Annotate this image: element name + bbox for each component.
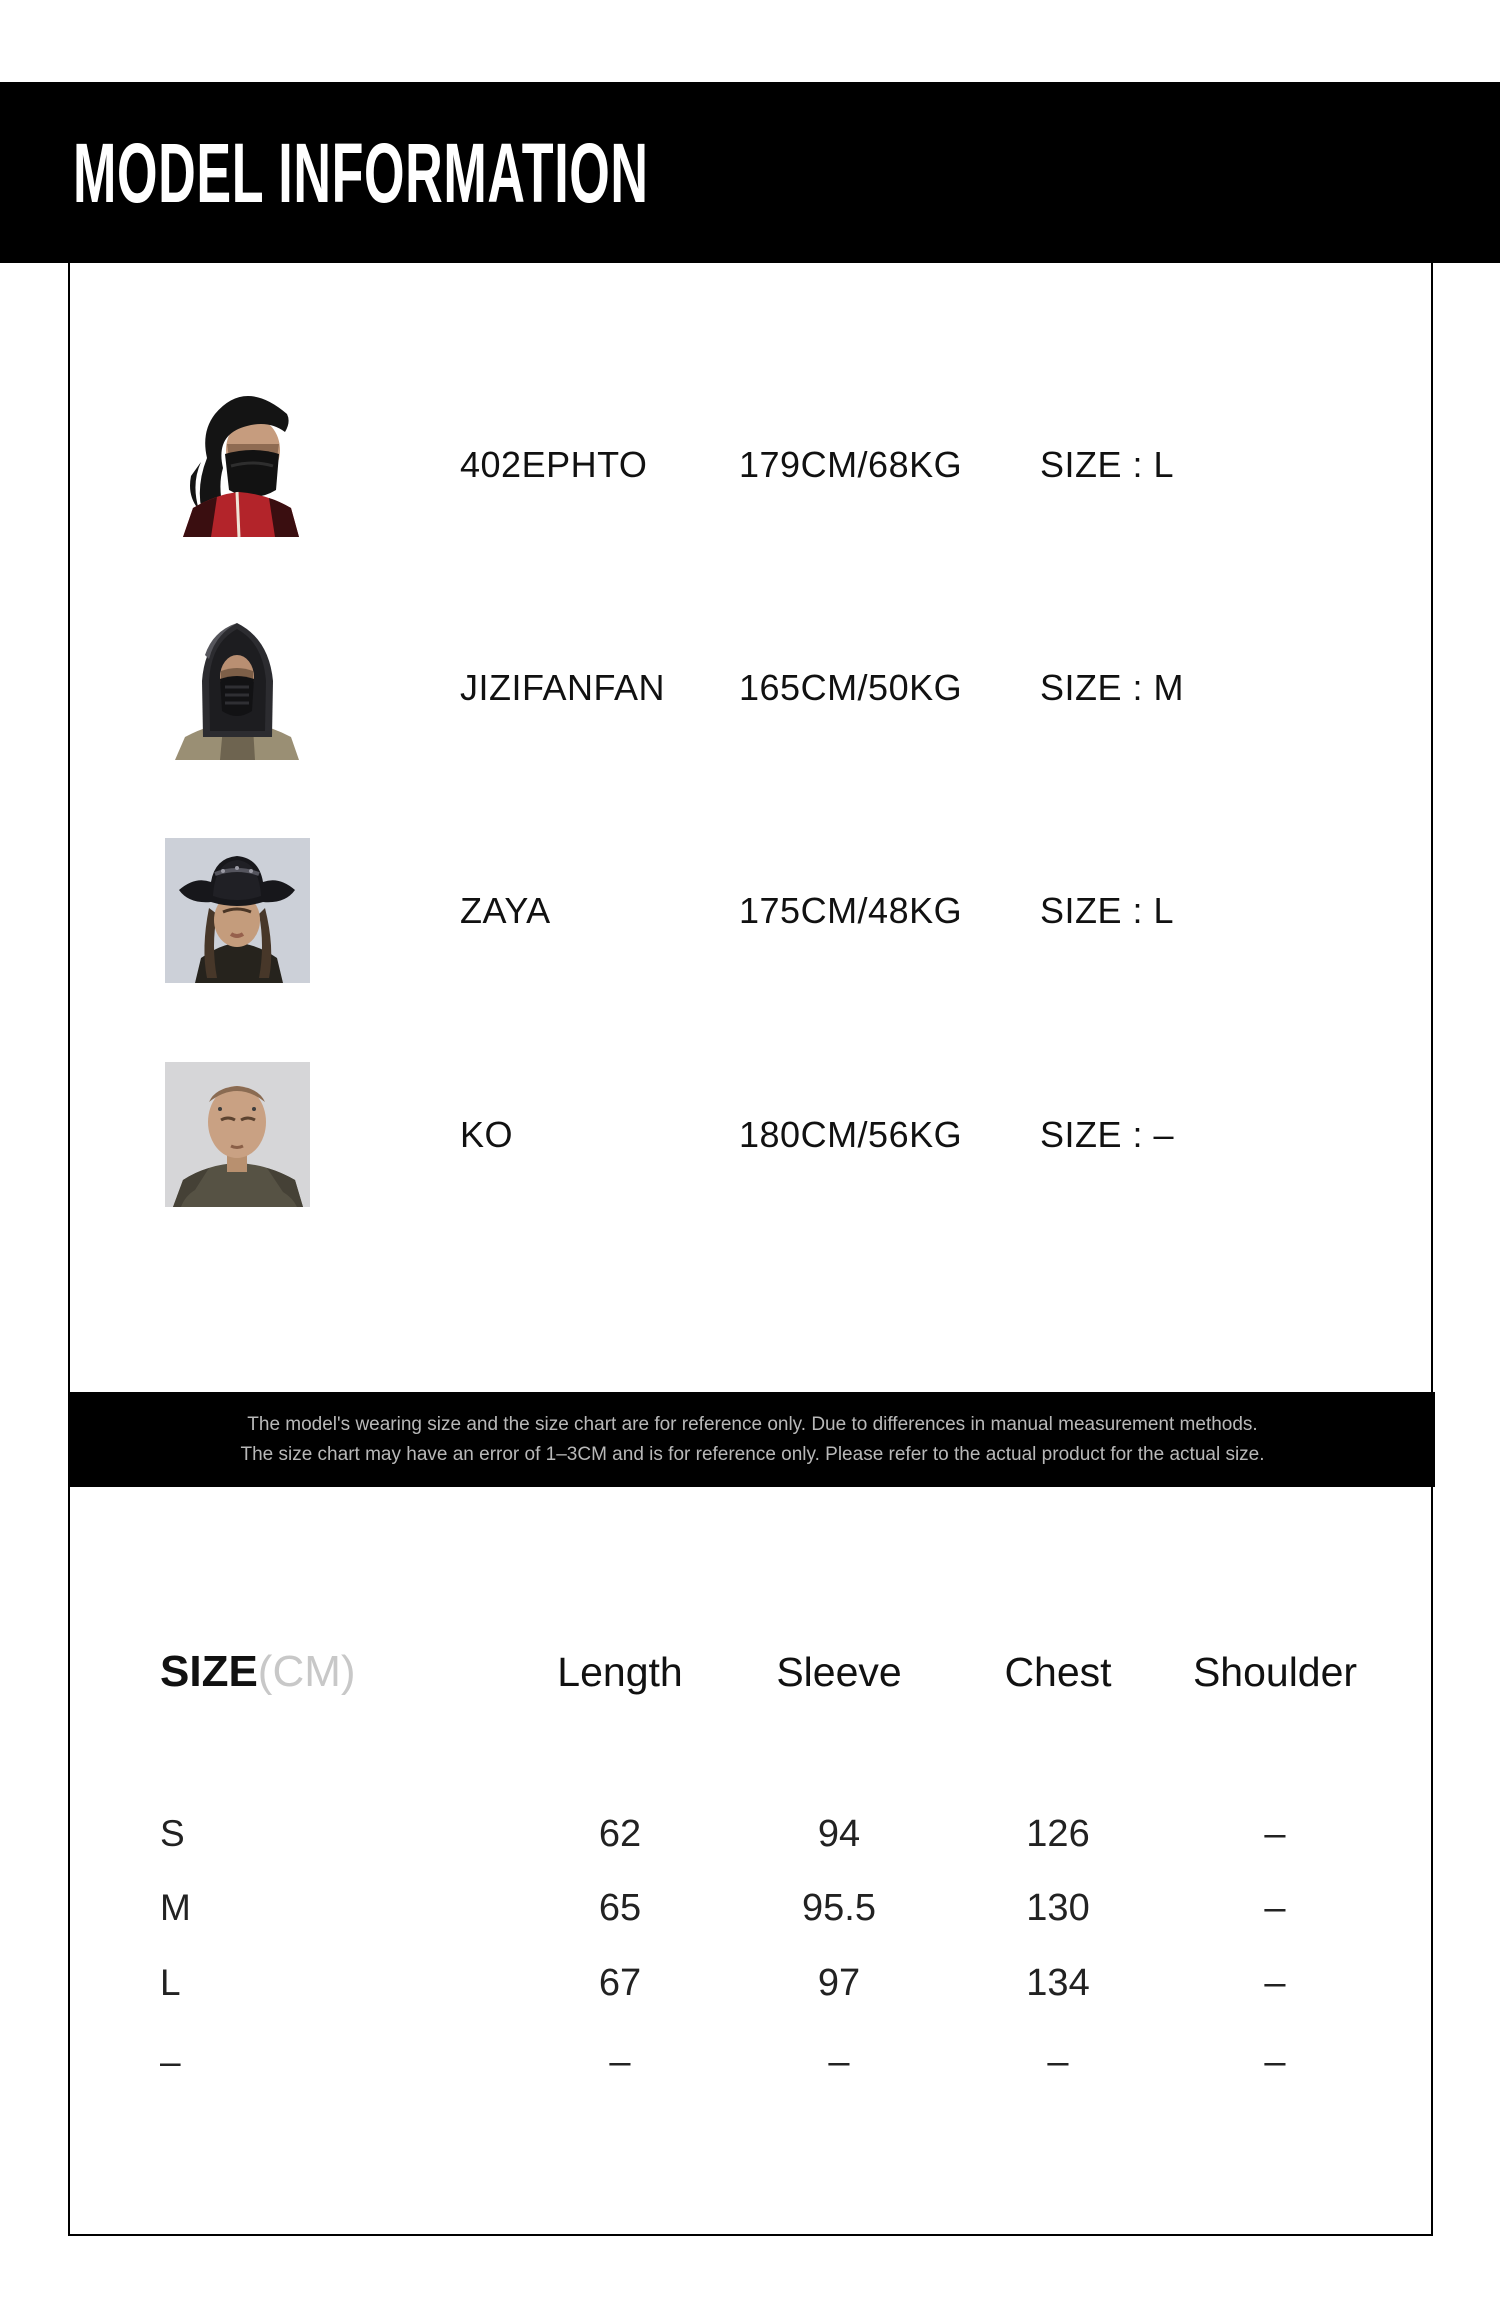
column-header-sleeve: Sleeve — [776, 1649, 902, 1695]
table-cell-sleeve: – — [828, 2041, 850, 2083]
table-cell-chest: 126 — [1026, 1813, 1090, 1855]
table-cell-chest: 130 — [1026, 1887, 1090, 1929]
model-name: KO — [460, 1113, 514, 1155]
model-name: 402EPHTO — [460, 443, 648, 485]
model-photo-jizifanfan — [165, 615, 310, 760]
table-cell-chest: 134 — [1026, 1962, 1090, 2004]
size-chart-title — [160, 1643, 356, 1701]
disclaimer-bar — [70, 1392, 1435, 1487]
model-size: SIZE : L — [1040, 889, 1175, 931]
table-cell-chest: – — [1047, 2041, 1069, 2083]
table-cell-shoulder: – — [1264, 1887, 1286, 1929]
table-cell-length: – — [609, 2041, 631, 2083]
model-size: SIZE : M — [1040, 666, 1185, 708]
content-box — [68, 263, 1433, 2236]
table-cell-sleeve: 94 — [817, 1813, 861, 1855]
page-title: MODEL INFORMATION — [73, 125, 649, 220]
size-row-label: L — [160, 1962, 181, 2003]
model-information-header — [0, 82, 1500, 263]
model-photo-zaya — [165, 838, 310, 983]
table-cell-shoulder: – — [1264, 2041, 1286, 2083]
column-header-length: Length — [557, 1649, 683, 1695]
size-row-label: – — [160, 2041, 181, 2082]
table-cell-shoulder: – — [1264, 1962, 1286, 2004]
table-cell-sleeve: 97 — [817, 1962, 861, 2004]
model-photo-ko — [165, 1062, 310, 1207]
size-row-label: M — [160, 1887, 191, 1928]
model-row — [70, 615, 1435, 760]
size-chart-title-main: SIZE — [160, 1647, 258, 1696]
column-header-chest: Chest — [1004, 1649, 1112, 1695]
model-photo-402ephto — [165, 392, 310, 537]
model-stats: 165CM/50KG — [739, 666, 963, 708]
model-size: SIZE : – — [1040, 1113, 1175, 1155]
model-size: SIZE : L — [1040, 443, 1175, 485]
model-row — [70, 838, 1435, 983]
disclaimer-line-2: The size chart may have an error of 1–3CM and is for reference only. Please refer to the actual product for the actual size. — [240, 1443, 1265, 1465]
model-portrait-illustration — [165, 615, 310, 760]
table-cell-sleeve: 95.5 — [802, 1887, 876, 1929]
table-cell-length: 65 — [598, 1887, 642, 1929]
column-header-shoulder: Shoulder — [1192, 1649, 1358, 1695]
model-portrait-illustration — [165, 838, 310, 983]
table-cell-shoulder: – — [1264, 1813, 1286, 1855]
model-stats: 180CM/56KG — [739, 1113, 963, 1155]
model-stats: 175CM/48KG — [739, 889, 963, 931]
disclaimer-line-1: The model's wearing size and the size chart are for reference only. Due to differences in manual measurement methods. — [247, 1413, 1258, 1435]
table-cell-length: 62 — [598, 1813, 642, 1855]
model-name: JIZIFANFAN — [460, 666, 666, 708]
model-portrait-illustration — [165, 1062, 310, 1207]
model-row — [70, 1062, 1435, 1207]
model-portrait-illustration — [165, 392, 310, 537]
size-chart-unit: (CM) — [257, 1647, 356, 1696]
table-cell-length: 67 — [598, 1962, 642, 2004]
size-row-label: S — [160, 1813, 185, 1854]
model-stats: 179CM/68KG — [739, 443, 963, 485]
model-row — [70, 392, 1435, 537]
model-name: ZAYA — [460, 889, 551, 931]
